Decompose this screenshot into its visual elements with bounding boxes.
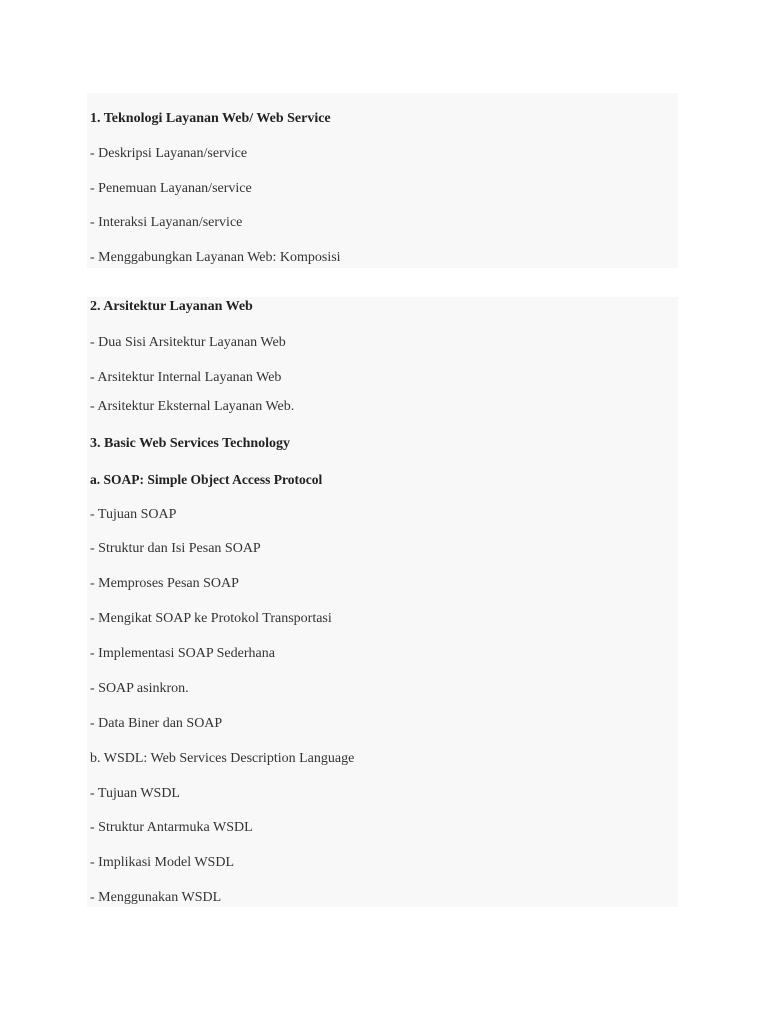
soap-heading: a. SOAP: Simple Object Access Protocol	[90, 472, 323, 487]
soap-item-data-biner: - Data Biner dan SOAP	[90, 716, 223, 731]
soap-item-asinkron: - SOAP asinkron.	[90, 681, 189, 696]
wsdl-item-implikasi: - Implikasi Model WSDL	[90, 855, 235, 870]
section-2-item-eksternal: - Arsitektur Eksternal Layanan Web.	[90, 399, 295, 414]
soap-item-implementasi: - Implementasi SOAP Sederhana	[90, 646, 275, 661]
section-2-heading: 2. Arsitektur Layanan Web	[90, 299, 253, 314]
wsdl-item-tujuan: - Tujuan WSDL	[90, 786, 180, 801]
section-1-item-interaksi: - Interaksi Layanan/service	[90, 215, 243, 230]
soap-item-mengikat: - Mengikat SOAP ke Protokol Transportasi	[90, 611, 332, 626]
soap-item-memproses: - Memproses Pesan SOAP	[90, 576, 239, 591]
section-2-3-block	[87, 297, 678, 907]
section-1-item-penemuan: - Penemuan Layanan/service	[90, 181, 252, 196]
wsdl-heading: b. WSDL: Web Services Description Language	[90, 751, 355, 766]
soap-item-struktur: - Struktur dan Isi Pesan SOAP	[90, 541, 261, 556]
section-1-item-komposisi: - Menggabungkan Layanan Web: Komposisi	[90, 250, 341, 265]
soap-item-tujuan: - Tujuan SOAP	[90, 507, 177, 522]
wsdl-item-menggunakan: - Menggunakan WSDL	[90, 890, 222, 905]
section-1-heading: 1. Teknologi Layanan Web/ Web Service	[90, 111, 331, 126]
section-2-item-internal: - Arsitektur Internal Layanan Web	[90, 370, 282, 385]
section-3-heading: 3. Basic Web Services Technology	[90, 436, 291, 451]
wsdl-item-struktur: - Struktur Antarmuka WSDL	[90, 820, 253, 835]
section-1-item-deskripsi: - Deskripsi Layanan/service	[90, 146, 248, 161]
section-2-item-dua-sisi: - Dua Sisi Arsitektur Layanan Web	[90, 335, 286, 350]
